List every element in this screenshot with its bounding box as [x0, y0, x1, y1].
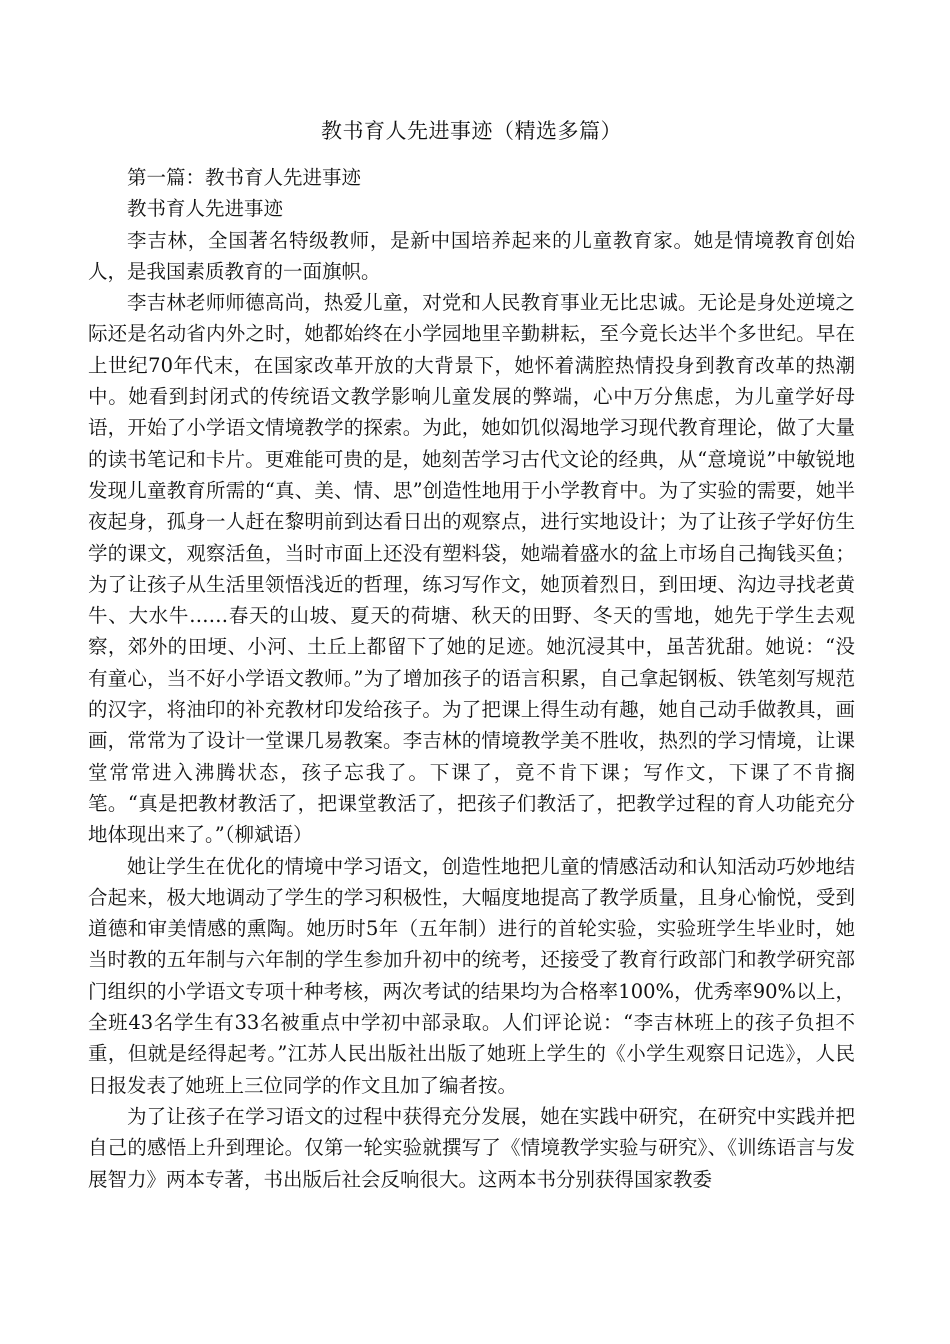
document-title: 教书育人先进事迹（精选多篇） — [321, 119, 622, 143]
paragraph-4: 为了让孩子在学习语文的过程中获得充分发展，她在实践中研究，在研究中实践并把自己的感悟上升到理论。仅第一轮实验就撰写了《情境教学实验与研究》、《训练语言与发展智力》两本专著，书出版后社会反响很大。这两本书分别获得国家教委 — [88, 1104, 855, 1191]
paragraph-1: 李吉林，全国著名特级教师，是新中国培养起来的儿童教育家。她是情境教育创始人，是我国素质教育的一面旗帜。 — [88, 228, 855, 283]
section-heading: 第一篇：教书育人先进事迹 — [127, 166, 362, 189]
paragraph-3: 她让学生在优化的情境中学习语文，创造性地把儿童的情感活动和认知活动巧妙地结合起来，极大地调动了学生的学习积极性，大幅度地提高了教学质量，且身心愉悦，受到道德和审美情感的熏陶。她历时5年（五年制）进行的首轮实验，实验班学生毕业时，她当时教的五年制与六年制的学生参加升初中的统考，还接受了教育行政部门和教学研究部门组织的小学语文专项十种考核，两次考试的结果均为合格率100%，优秀率90%以上，全班43名学生有33名被重点中学初中部录取。人们评论说：“李吉林班上的孩子负担不重，但就是经得起考。”江苏人民出版社出版了她班上学生的《小学生观察日记选》，人民日报发表了她班上三位同学的作文且加了编者按。 — [88, 854, 855, 1097]
paragraph-2: 李吉林老师师德高尚，热爱儿童，对党和人民教育事业无比忠诚。无论是身处逆境之际还是名动省内外之时，她都始终在小学园地里辛勤耕耘，至今竟长达半个多世纪。早在上世纪70年代末，在国家改革开放的大背景下，她怀着满腔热情投身到教育改革的热潮中。她看到封闭式的传统语文教学影响儿童发展的弊端，心中万分焦虑，为儿童学好母语，开始了小学语文情境教学的探索。为此，她如饥似渴地学习现代教育理论，做了大量的读书笔记和卡片。更难能可贵的是，她刻苦学习古代文论的经典，从“意境说”中敏锐地发现儿童教育所需的“真、美、情、思”创造性地用于小学教育中。为了实验的需要，她半夜起身，孤身一人赶在黎明前到达看日出的观察点，进行实地设计；为了让孩子学好仿生学的课文，观察活鱼，当时市面上还没有塑料袋，她端着盛水的盆上市场自己掏钱买鱼；为了让孩子从生活里领悟浅近的哲理，练习写作文，她顶着烈日，到田埂、沟边寻找老黄牛、大水牛……春天的山坡、夏天的荷塘、秋天的田野、冬天的雪地，她先于学生去观察，郊外的田埂、小河、土丘上都留下了她的足迹。她沉浸其中，虽苦犹甜。她说：“没有童心，当不好小学语文教师。”为了增加孩子的语言积累，自己拿起钢板、铁笔刻写规范的汉字，将油印的补充教材印发给孩子。为了把课上得生动有趣，她自己动手做教具，画画，常常为了设计一堂课几易教案。李吉林的情境教学美不胜收，热烈的学习情境，让课堂常常进入沸腾状态，孩子忘我了。下课了，竟不肯下课；写作文，下课了不肯搁笔。“真是把教材教活了，把课堂教活了，把孩子们教活了，把教学过程的育人功能充分地体现出来了。”（柳斌语） — [88, 291, 855, 847]
article-title: 教书育人先进事迹 — [127, 197, 284, 221]
